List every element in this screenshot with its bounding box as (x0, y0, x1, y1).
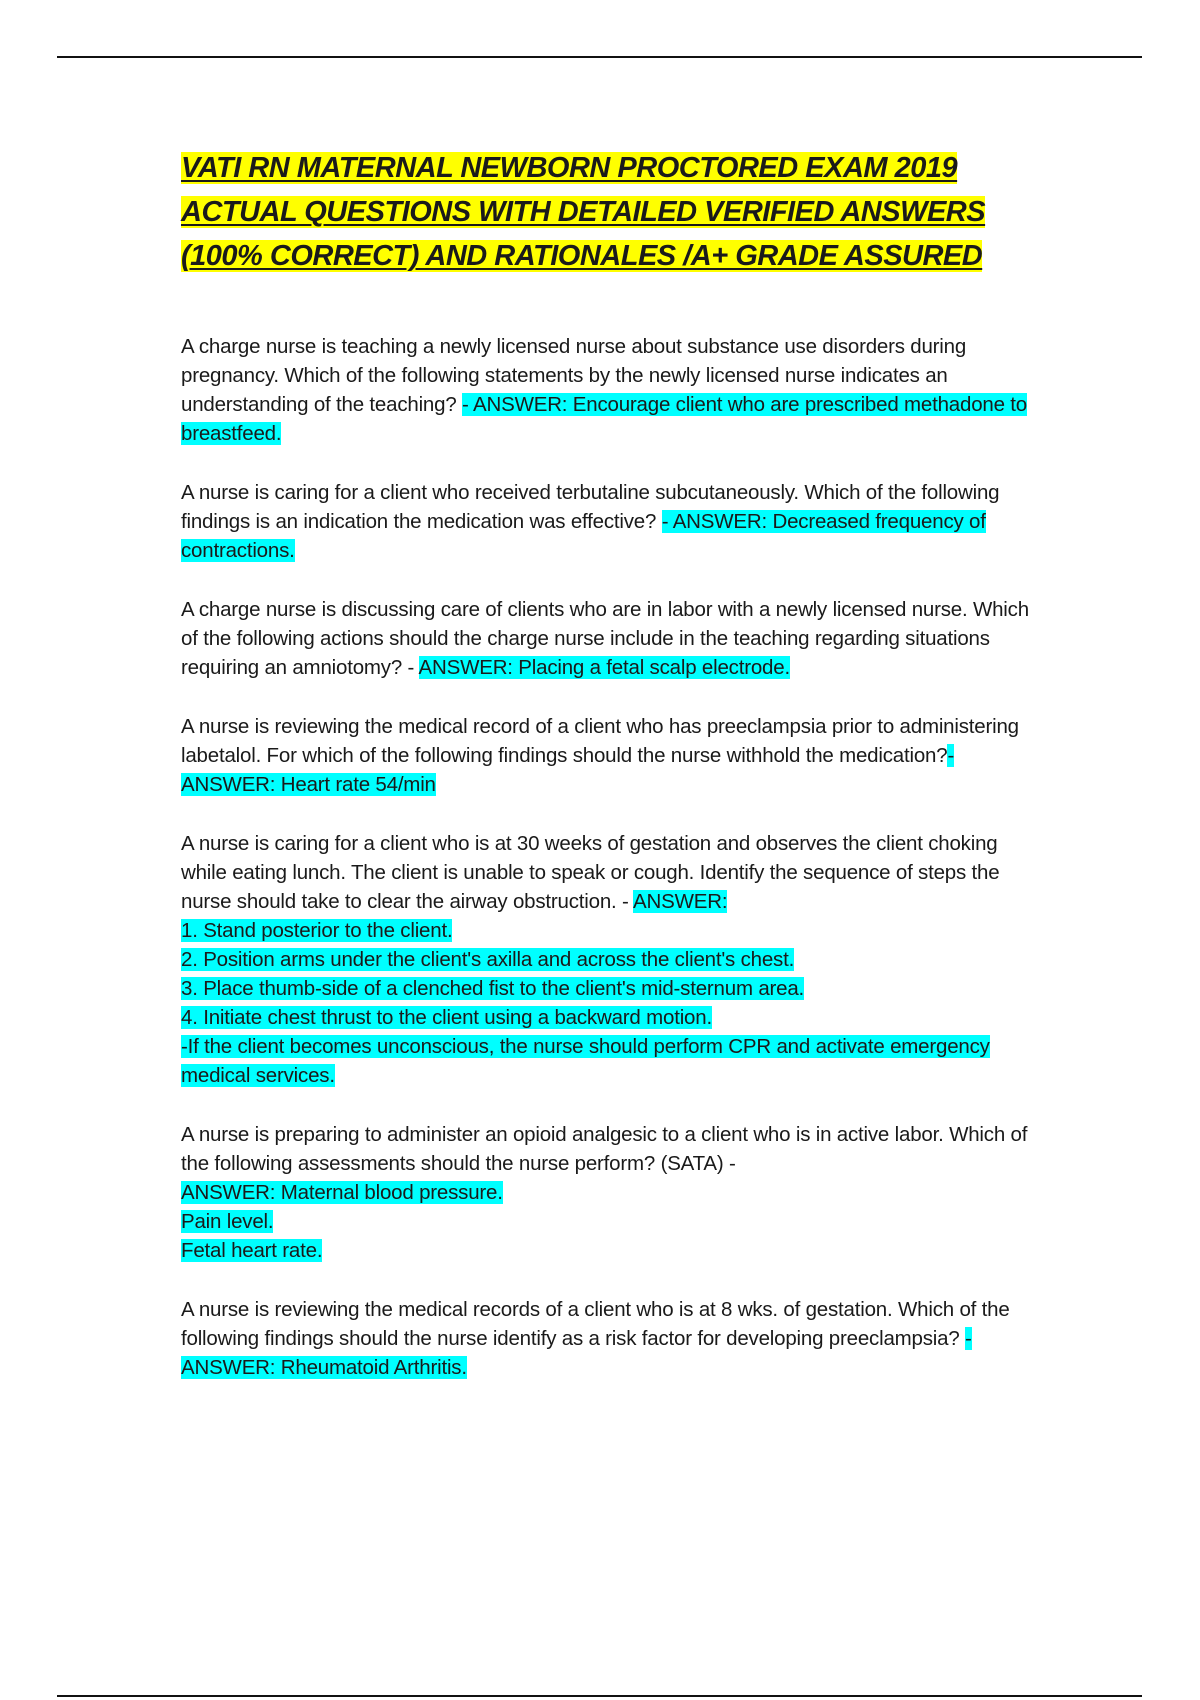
answer-text: - ANSWER: Rheumatoid Arthritis. (181, 1327, 972, 1379)
answer-step-2: 2. Position arms under the client's axilla and across the client's chest. (181, 948, 795, 971)
qa-item-3 (181, 595, 1031, 682)
answer-text: - ANSWER: Encourage client who are prescribed methadone to breastfeed. (181, 393, 1028, 445)
qa-item-5 (181, 829, 1031, 1090)
answer-step-4: 4. Initiate chest thrust to the client using a backward motion. (181, 1006, 712, 1029)
answer-line-3: Fetal heart rate. (181, 1239, 323, 1262)
answer-text: - ANSWER: Decreased frequency of contractions. (181, 510, 986, 562)
top-rule (57, 56, 1142, 58)
answer-text: ANSWER: Placing a fetal scalp electrode. (418, 656, 790, 679)
question-text: A charge nurse is discussing care of clients who are in labor with a newly licensed nurse. Which of the following actions should the charge nurse include in the teaching regarding situations requiring an amniotomy? - (181, 598, 1029, 679)
question-text: A nurse is reviewing the medical records of a client who is at 8 wks. of gestation. Which of the following findings should the nurse identify as a risk factor for developing preeclampsia? (181, 1298, 1010, 1350)
answer-line-2: Pain level. (181, 1210, 274, 1233)
bottom-rule (57, 1695, 1142, 1697)
qa-item-4 (181, 712, 1031, 799)
question-text: A nurse is caring for a client who received terbutaline subcutaneously. Which of the following findings is an indication the medication was effective? (181, 481, 1000, 533)
answer-text: - ANSWER: Heart rate 54/min (181, 744, 955, 796)
document-body (181, 146, 1031, 1412)
qa-item-6 (181, 1120, 1031, 1265)
qa-item-1 (181, 332, 1031, 448)
document-title (181, 146, 1031, 278)
question-text: A nurse is reviewing the medical record of a client who has preeclampsia prior to administering labetalol. For which of the following findings should the nurse withhold the medication? (181, 715, 1019, 767)
answer-line-1: ANSWER: Maternal blood pressure. (181, 1181, 503, 1204)
qa-item-7 (181, 1295, 1031, 1382)
qa-item-2 (181, 478, 1031, 565)
question-text: A charge nurse is teaching a newly licensed nurse about substance use disorders during pregnancy. Which of the following statements by the newly licensed nurse indicates an understanding of the teaching? (181, 335, 967, 416)
question-text: A nurse is caring for a client who is at 30 weeks of gestation and observes the client choking while eating lunch. The client is unable to speak or cough. Identify the sequence of steps the nurse should take to clear the airway obstruction. - (181, 832, 1000, 913)
answer-text: ANSWER: (633, 890, 728, 913)
question-text: A nurse is preparing to administer an opioid analgesic to a client who is in active labor. Which of the following assessments should the nurse perform? (SATA) - (181, 1123, 1028, 1175)
answer-step-1: 1. Stand posterior to the client. (181, 919, 453, 942)
title-text: VATI RN MATERNAL NEWBORN PROCTORED EXAM 2019 ACTUAL QUESTIONS WITH DETAILED VERIFIED ANSWERS (100% CORRECT) AND RATIONALES /A+ GRADE ASSURED (181, 152, 986, 272)
answer-note: -If the client becomes unconscious, the nurse should perform CPR and activate emergency medical services. (181, 1035, 990, 1087)
answer-step-3: 3. Place thumb-side of a clenched fist to the client's mid-sternum area. (181, 977, 805, 1000)
